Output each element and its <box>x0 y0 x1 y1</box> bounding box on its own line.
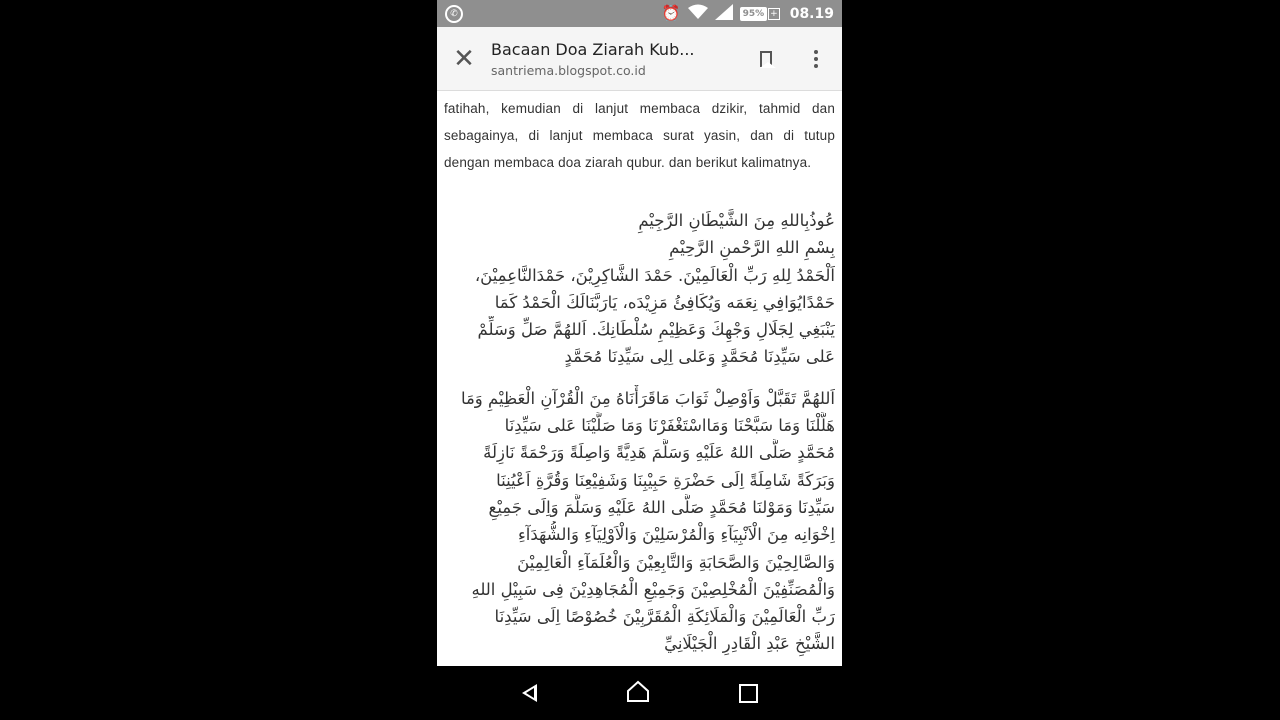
arabic-line: اَللهُمَّ تَقَبَّلْ وَاَوْصِلْ ثَوَابَ مَاقَرَأْنَاهُ مِنَ الْقُرْآنِ الْعَظِيْمِ وَمَا <box>460 388 835 408</box>
wifi-icon <box>688 4 708 23</box>
close-button[interactable] <box>437 27 491 91</box>
arabic-line: يَنْبَغِي لِجَلَالِ وَجْهِكَ وَعَظِيْمِ سُلْطَانِكَ. اَللهُمَّ صَلِّ وَسَلِّمْ <box>477 320 835 340</box>
home-button[interactable] <box>626 680 650 706</box>
status-clock: 08.19 <box>789 5 834 22</box>
overflow-menu-button[interactable] <box>790 27 842 91</box>
arabic-line: الشَّيْخِ عَبْدِ الْقَادِرِ الْجَيْلَانِيِّ <box>664 634 835 654</box>
status-bar <box>437 0 842 27</box>
custom-tab-toolbar <box>437 27 842 91</box>
arabic-block-2 <box>444 385 835 658</box>
arabic-line: وَالْمُصَنِّفِيْنَ الْمُخْلِصِيْنَ وَجَمِيْعِ الْمُجَاهِدِيْنَ فِى سَبِيْلِ اللهِ <box>471 579 835 599</box>
back-icon <box>522 684 537 702</box>
arabic-line: سَيِّدِنَا وَمَوْلنَا مُحَمَّدٍ صَلَّى اللهُ عَلَيْهِ وَسَلَّمَ وَاِلَى جَمِيْعِ <box>488 497 835 517</box>
battery-icon <box>740 7 780 21</box>
arabic-line: رَبِّ الْعَالَمِيْنَ وَالْمَلَائِكَةِ الْمُقَرَّبِيْنَ خُصُوْصًا اِلَى سَيِّدِنَا <box>494 607 835 627</box>
recents-button[interactable] <box>739 684 758 703</box>
page-url: santriema.blogspot.co.id <box>491 62 646 78</box>
navigation-bar <box>437 666 842 720</box>
battery-charging-indicator: + <box>770 8 778 19</box>
article-content[interactable] <box>437 91 842 658</box>
intro-paragraph: fatihah, kemudian di lanjut membaca dzikir, tahmid dan sebagainya, di lanjut membaca surat yasin, dan di tutup dengan membaca doa ziarah qubur. dan berikut kalimatnya. <box>444 101 835 170</box>
home-icon <box>626 680 650 702</box>
arabic-line: عُوذُبِاللهِ مِنَ الشَّيْطَانِ الرَّجِيْمِ <box>638 211 835 230</box>
arabic-line: وَبَرَكَةً شَامِلَةً اِلَى حَضْرَةِ حَبِيْبِنَا وَشَفِيْعِنَا وَقُرَّةِ اَعْيُنِنَا <box>496 470 835 490</box>
signal-icon <box>715 4 733 23</box>
toolbar-titles <box>491 40 742 78</box>
arabic-line: حَمْدًايُوَافِي نِعَمَه وَيُكَافِئُ مَزِيْدَه، يَارَبَّنَالَكَ الْحَمْدُ كَمَا <box>494 292 835 312</box>
recents-icon <box>739 684 758 703</box>
back-button[interactable] <box>522 684 537 702</box>
arabic-line: وَالصَّالِحِيْنَ وَالصَّحَابَةِ وَالتَّابِعِيْنَ وَالْعُلَمَآءِ الْعَالِمِيْنَ <box>517 552 835 572</box>
close-icon: ✕ <box>453 43 475 74</box>
arabic-block-1 <box>444 207 835 371</box>
arabic-line: مُحَمَّدٍ صَلَّى اللهُ عَلَيْهِ وَسَلَّمَ هَدِيَّةً وَاصِلَةً وَرَحْمَةً نَازِلَةً <box>483 443 835 463</box>
bookmark-icon <box>760 51 772 67</box>
arabic-line: بِسْمِ اللهِ الرَّحْمنِ الرَّحِيْمِ <box>669 238 835 258</box>
arabic-line: اَلْحَمْدُ لِلهِ رَبِّ الْعَالَمِيْنَ. حَمْدَ الشَّاكِرِيْنَ، حَمْدَالنَّاعِمِيْنَ، <box>474 265 835 285</box>
battery-level: 95% <box>740 7 768 21</box>
arabic-line: هَلَّلْنَا وَمَا سَبَّحْنَا وَمَااسْتَغْفَرْنَا وَمَا صَلَّيْنَا عَلى سَيِّدِنَا <box>504 416 835 436</box>
bookmark-button[interactable] <box>742 27 790 91</box>
arabic-line: اِخْوَانِه مِنَ الْاَنْبِيَآءِ وَالْمُرْسَلِيْنَ وَالْاَوْلِيَآءِ وَالشُّهَدَآءِ <box>518 525 835 545</box>
alarm-icon: ⏰ <box>661 4 681 22</box>
more-vert-icon <box>814 50 818 54</box>
whatsapp-icon: ✆ <box>445 5 463 23</box>
phone-screen <box>437 0 842 666</box>
page-title: Bacaan Doa Ziarah Kub... <box>491 39 695 59</box>
arabic-line: عَلى سَيِّدِنَا مُحَمَّدٍ وَعَلى اِلِى سَيِّدِنَا مُحَمَّدٍ <box>564 347 835 367</box>
